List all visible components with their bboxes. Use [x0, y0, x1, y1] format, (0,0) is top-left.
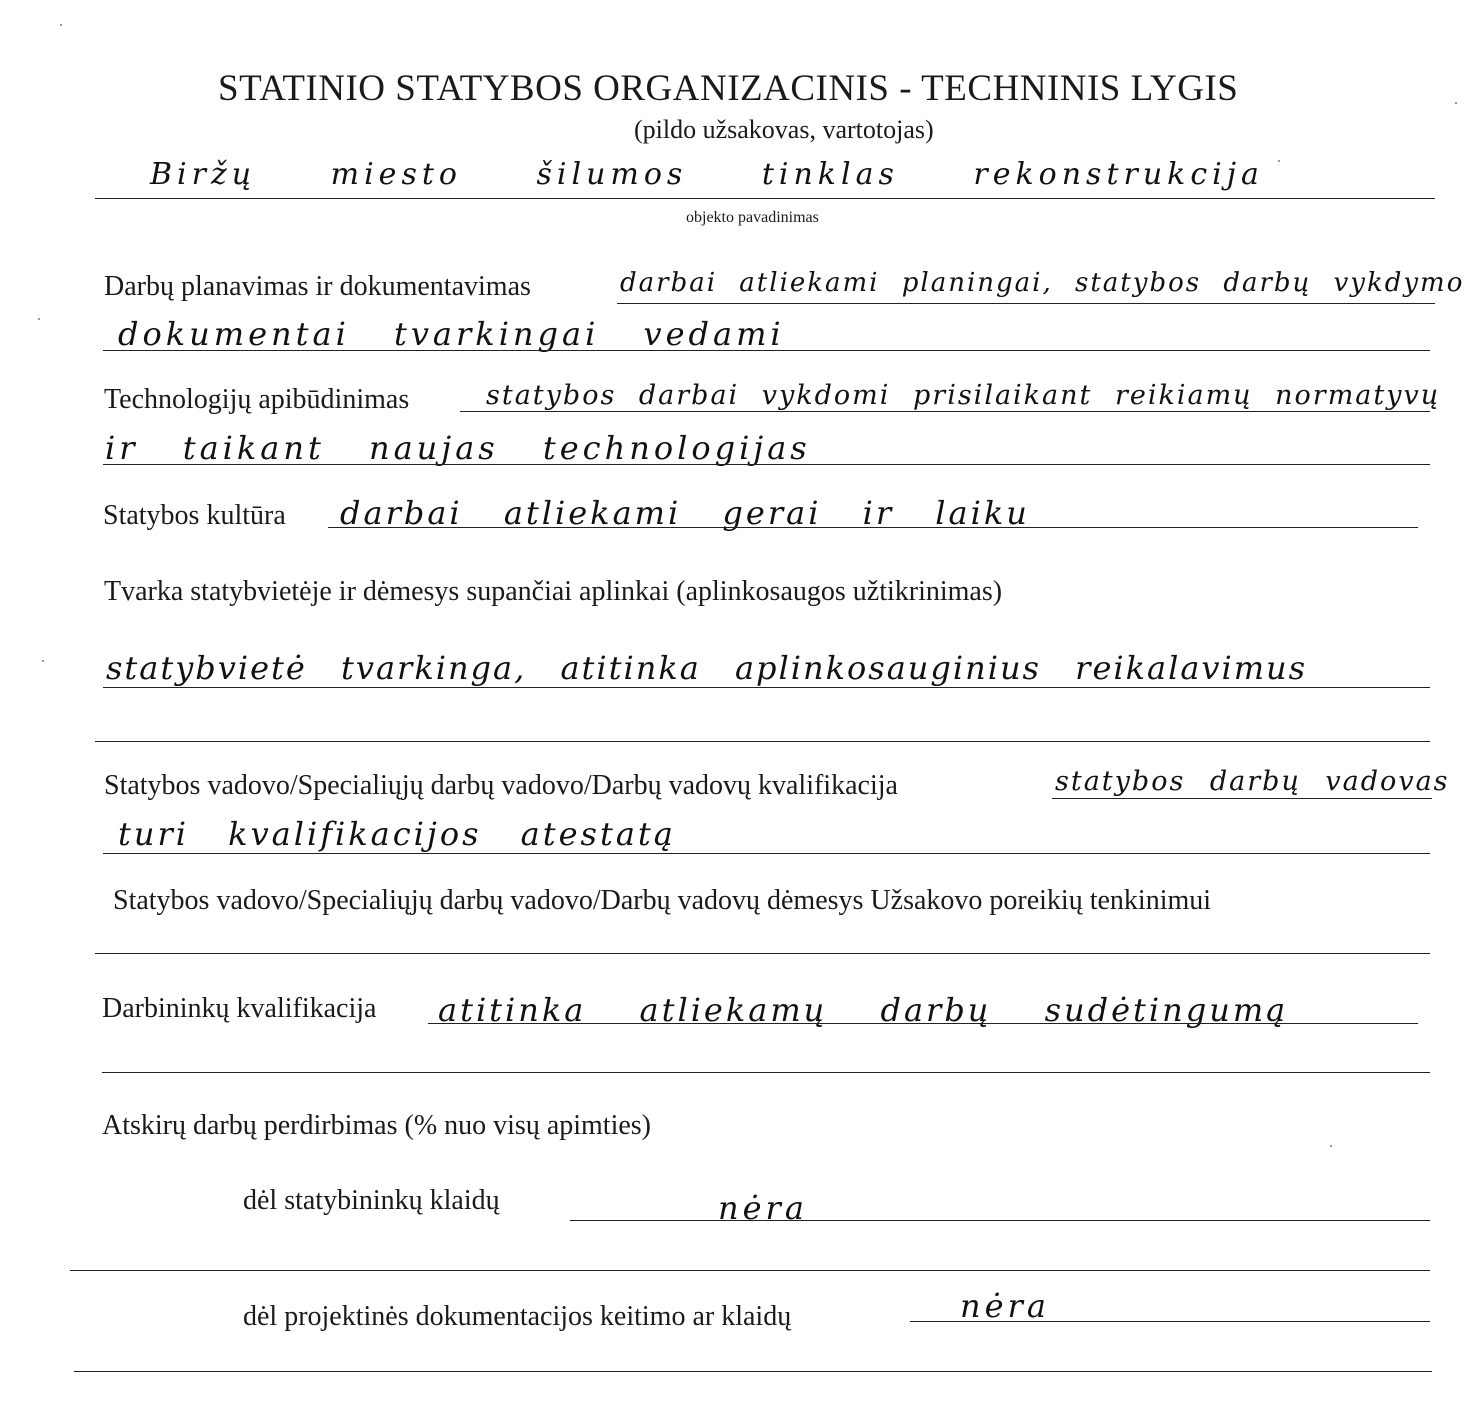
scan-speck	[1455, 102, 1457, 104]
qualification-label: Statybos vadovo/Specialiųjų darbų vadovo/Darbų vadovų kvalifikacija	[104, 770, 898, 801]
workers-line	[428, 1023, 1418, 1024]
qualification-value-line2: turi kvalifikacijos atestatą	[118, 815, 676, 853]
technology-value-line1: statybos darbai vykdomi prisilaikant reikiamų normatyvų	[486, 380, 1441, 411]
technology-line-2	[103, 464, 1430, 465]
builders-errors-line-2	[70, 1270, 1430, 1271]
object-name-caption: objekto pavadinimas	[686, 209, 819, 226]
scan-speck	[60, 24, 62, 26]
culture-line	[328, 527, 1418, 528]
technology-value-line2: ir taikant naujas technologijas	[105, 429, 811, 467]
object-name-value: Biržų miesto šilumos tinklas rekonstrukcija	[150, 157, 1264, 192]
scan-speck	[1278, 160, 1280, 162]
form-subtitle: (pildo užsakovas, vartotojas)	[634, 115, 934, 144]
order-label: Tvarka statybvietėje ir dėmesys supančiai aplinkai (aplinkosaugos užtikrinimas)	[104, 576, 1003, 607]
rework-label: Atskirų darbų perdirbimas (% nuo visų apimties)	[102, 1110, 652, 1141]
planning-label: Darbų planavimas ir dokumentavimas	[104, 271, 531, 302]
planning-value-line2: dokumentai tvarkingai vedami	[118, 315, 785, 353]
design-errors-line-2	[74, 1371, 1432, 1372]
scan-speck	[1330, 1145, 1332, 1147]
order-line-1	[103, 687, 1430, 688]
qualification-line-1	[1052, 798, 1432, 799]
scan-speck	[38, 318, 40, 320]
order-line-2	[95, 741, 1430, 742]
workers-value: atitinka atliekamų darbų sudėtingumą	[438, 991, 1289, 1029]
scan-speck	[42, 660, 44, 662]
design-errors-line	[910, 1321, 1430, 1322]
culture-value: darbai atliekami gerai ir laiku	[340, 494, 1030, 532]
builders-errors-value: nėra	[718, 1189, 808, 1227]
attention-label: Statybos vadovo/Specialiųjų darbų vadovo/Darbų vadovų dėmesys Užsakovo poreikių tenkinimui	[113, 885, 1212, 916]
planning-line-2	[103, 350, 1430, 351]
workers-label: Darbininkų kvalifikacija	[102, 993, 377, 1024]
design-errors-label: dėl projektinės dokumentacijos keitimo ar klaidų	[243, 1301, 792, 1332]
qualification-line-2	[103, 853, 1430, 854]
form-title: STATINIO STATYBOS ORGANIZACINIS - TECHNINIS LYGIS	[218, 68, 1239, 109]
order-value: statybvietė tvarkinga, atitinka aplinkosauginius reikalavimus	[106, 649, 1308, 687]
object-name-line	[95, 198, 1435, 199]
culture-label: Statybos kultūra	[103, 500, 286, 531]
planning-value-line1: darbai atliekami planingai, statybos darbų vykdymo	[620, 268, 1465, 298]
workers-line-2	[102, 1072, 1430, 1073]
technology-line-1	[460, 411, 1430, 412]
qualification-value-line1: statybos darbų vadovas	[1055, 766, 1450, 797]
planning-line-1	[617, 303, 1435, 304]
design-errors-value: nėra	[960, 1287, 1050, 1325]
attention-line	[95, 953, 1430, 954]
builders-errors-line	[570, 1220, 1430, 1221]
technology-label: Technologijų apibūdinimas	[104, 384, 410, 415]
builders-errors-label: dėl statybininkų klaidų	[243, 1185, 500, 1216]
